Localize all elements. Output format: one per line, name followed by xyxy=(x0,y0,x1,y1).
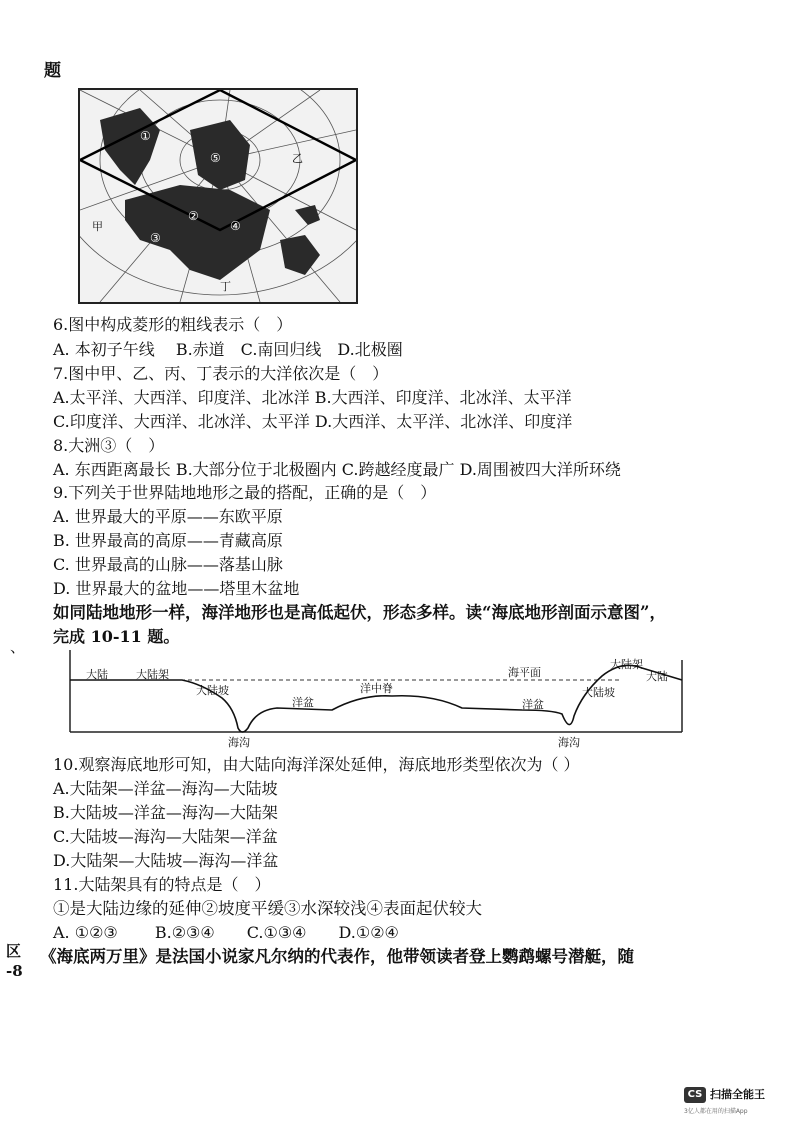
q9-option-b: B. 世界最高的高原——青藏高原 xyxy=(53,531,283,550)
q10-option-d: D.大陆架—大陆坡—海沟—洋盆 xyxy=(53,851,279,870)
margin-mark-1: 区 xyxy=(6,942,22,960)
map-label-ocean-ding: 丁 xyxy=(220,280,231,293)
q9-option-d: D. 世界最大的盆地——塔里木盆地 xyxy=(53,579,300,598)
q8-options: A. 东西距离最长 B.大部分位于北极圈内 C.跨越经度最广 D.周围被四大洋所环绕 xyxy=(53,460,621,479)
q10-option-a: A.大陆架—洋盆—海沟—大陆坡 xyxy=(53,779,278,798)
q9-option-a: A. 世界最大的平原——东欧平原 xyxy=(53,507,283,526)
profile-label-shelf-right: 大陆架 xyxy=(610,658,643,671)
profile-label-trench-left: 海沟 xyxy=(228,736,250,749)
margin-mark-2: -8 xyxy=(6,962,23,980)
margin-dot: 、 xyxy=(10,638,26,656)
q7-stem: 7.图中甲、乙、丙、丁表示的大洋依次是（ ） xyxy=(53,364,389,383)
map-label-ocean-yi: 乙 xyxy=(292,152,303,165)
profile-label-basin-right: 洋盆 xyxy=(522,698,544,711)
brand-tagline: 3亿人都在用的扫描App xyxy=(684,1108,748,1115)
q6-options: A. 本初子午线 B.赤道 C.南回归线 D.北极圈 xyxy=(53,340,403,359)
q8-stem: 8.大洲③（ ） xyxy=(53,436,165,455)
profile-label-basin-left: 洋盆 xyxy=(292,696,314,709)
profile-label-continent-right: 大陆 xyxy=(646,670,668,683)
q6-stem: 6.图中构成菱形的粗线表示（ ） xyxy=(53,315,293,334)
profile-label-shelf-left: 大陆架 xyxy=(136,668,169,681)
intro-line-2: 完成 10-11 题。 xyxy=(53,627,180,646)
q10-stem: 10.观察海底地形可知，由大陆向海洋深处延伸，海底地形类型依次为（ ） xyxy=(53,755,580,774)
scanner-watermark xyxy=(684,1087,784,1117)
q7-options-cd: C.印度洋、大西洋、北冰洋、太平洋 D.大西洋、太平洋、北冰洋、印度洋 xyxy=(53,412,573,431)
camscanner-logo-icon: CS xyxy=(684,1087,706,1103)
passage-line: 《海底两万里》是法国小说家凡尔纳的代表作，他带领读者登上鹦鹉螺号潜艇，随 xyxy=(40,947,634,966)
q11-options: A. ①②③ B.②③④ C.①③④ D.①②④ xyxy=(53,923,399,942)
q10-option-b: B.大陆坡—洋盆—海沟—大陆架 xyxy=(53,803,278,822)
q11-stem: 11.大陆架具有的特点是（ ） xyxy=(53,875,271,894)
profile-label-ridge: 洋中脊 xyxy=(360,682,393,695)
map-label-continent-3: ③ xyxy=(150,231,161,245)
q11-items: ①是大陆边缘的延伸②坡度平缓③水深较浅④表面起伏较大 xyxy=(53,899,482,918)
q10-option-c: C.大陆坡—海沟—大陆架—洋盆 xyxy=(53,827,278,846)
profile-label-slope-right: 大陆坡 xyxy=(582,686,615,699)
brand-name: 扫描全能王 xyxy=(710,1088,765,1101)
profile-label-trench-right: 海沟 xyxy=(558,736,580,749)
profile-label-continent-left: 大陆 xyxy=(86,668,108,681)
seabed-profile-figure xyxy=(62,650,690,750)
intro-line-1: 如同陆地地形一样，海洋地形也是高低起伏，形态多样。读“海底地形剖面示意图”， xyxy=(53,603,666,622)
profile-label-sea-level: 海平面 xyxy=(508,666,541,679)
map-label-continent-5: ⑤ xyxy=(210,151,221,165)
map-label-ocean-jia: 甲 xyxy=(92,220,103,233)
q7-options-ab: A.太平洋、大西洋、印度洋、北冰洋 B.大西洋、印度洋、北冰洋、太平洋 xyxy=(53,388,572,407)
map-label-continent-1: ① xyxy=(140,129,151,143)
heading-fragment: 题 xyxy=(44,61,61,81)
q9-option-c: C. 世界最高的山脉——落基山脉 xyxy=(53,555,283,574)
q9-stem: 9.下列关于世界陆地地形之最的搭配，正确的是（ ） xyxy=(53,483,437,502)
map-label-continent-4: ④ xyxy=(230,219,241,233)
map-label-continent-2: ② xyxy=(188,209,199,223)
seabed-profile-svg xyxy=(62,650,690,750)
profile-label-slope-left: 大陆坡 xyxy=(196,684,229,697)
world-map-figure xyxy=(78,88,358,304)
world-map-svg xyxy=(80,90,356,302)
